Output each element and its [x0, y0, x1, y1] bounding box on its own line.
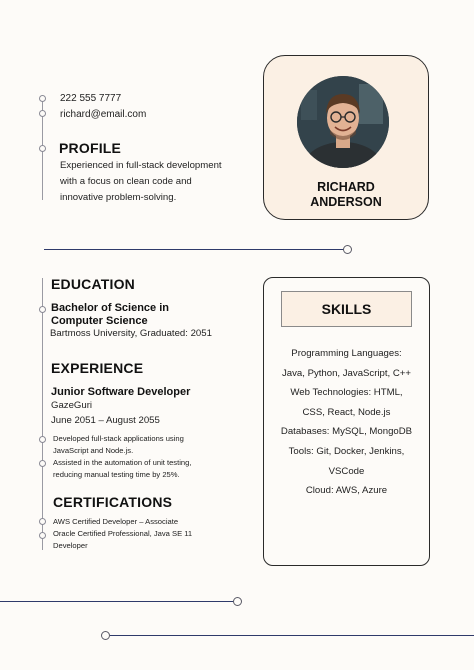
- job-bullet-line: Assisted in the automation of unit testing,: [53, 458, 192, 467]
- profile-photo: [297, 76, 389, 168]
- divider-node-bottom-2: [101, 631, 110, 640]
- divider-line-bottom-1: [0, 601, 234, 602]
- phone-number: 222 555 7777: [60, 93, 122, 104]
- education-heading: EDUCATION: [51, 276, 135, 292]
- skills-card: [263, 277, 430, 566]
- timeline-node-phone: [39, 95, 46, 102]
- timeline-node-experience-2: [39, 460, 46, 467]
- skills-heading: SKILLS: [281, 291, 412, 327]
- cert-item: Developer: [53, 541, 88, 550]
- skills-line: Tools: Git, Docker, Jenkins,: [288, 445, 405, 457]
- skills-line: Java, Python, JavaScript, C++: [281, 367, 412, 379]
- timeline-bottom: [42, 278, 43, 550]
- cert-item: AWS Certified Developer – Associate: [53, 517, 179, 526]
- skills-line: Cloud: AWS, Azure: [305, 485, 388, 497]
- degree-line: Bachelor of Science in: [51, 302, 169, 314]
- education-degree: [51, 302, 169, 327]
- skills-list: [268, 344, 425, 501]
- divider-line-top: [44, 249, 344, 250]
- profile-card: [263, 55, 429, 220]
- divider-line-bottom-2: [110, 635, 474, 636]
- cert-item: Oracle Certified Professional, Java SE 11: [53, 529, 193, 538]
- skills-line: VSCode: [328, 465, 365, 477]
- person-last-name: ANDERSON: [310, 195, 382, 209]
- job-bullet-line: reducing manual testing time by 25%.: [53, 470, 180, 479]
- profile-heading: PROFILE: [59, 140, 122, 156]
- timeline-node-email: [39, 110, 46, 117]
- job-bullets: [53, 433, 253, 481]
- profile-line: Experienced in full-stack development: [60, 160, 222, 171]
- education-school: Bartmoss University, Graduated: 2051: [50, 328, 212, 339]
- job-bullet-line: JavaScript and Node.js.: [53, 446, 134, 455]
- timeline-node-experience: [39, 436, 46, 443]
- timeline-node-cert: [39, 518, 46, 525]
- experience-heading: EXPERIENCE: [51, 360, 144, 376]
- job-title: Junior Software Developer: [51, 386, 191, 398]
- skills-line: Web Technologies: HTML,: [290, 387, 403, 399]
- certifications-list: [53, 516, 253, 552]
- timeline-node-education: [39, 306, 46, 313]
- timeline-node-profile: [39, 145, 46, 152]
- profile-line: with a focus on clean code and: [60, 176, 192, 187]
- email-address: richard@email.com: [60, 109, 147, 120]
- divider-node-bottom-1: [233, 597, 242, 606]
- timeline-node-cert-2: [39, 532, 46, 539]
- profile-line: innovative problem-solving.: [60, 192, 177, 203]
- profile-summary: [60, 158, 250, 206]
- profile-photo-illustration: [297, 76, 389, 168]
- job-bullet-line: Developed full-stack applications using: [53, 434, 184, 443]
- certifications-heading: CERTIFICATIONS: [53, 494, 173, 510]
- person-first-name: RICHARD: [317, 180, 375, 194]
- skills-line: Programming Languages:: [291, 348, 402, 359]
- skills-line: CSS, React, Node.js: [302, 406, 391, 418]
- job-dates: June 2051 – August 2055: [51, 415, 160, 426]
- job-company: GazeGuri: [51, 400, 93, 411]
- divider-node-top: [343, 245, 352, 254]
- skills-line: Databases: MySQL, MongoDB: [280, 426, 413, 438]
- degree-line: Computer Science: [51, 314, 148, 327]
